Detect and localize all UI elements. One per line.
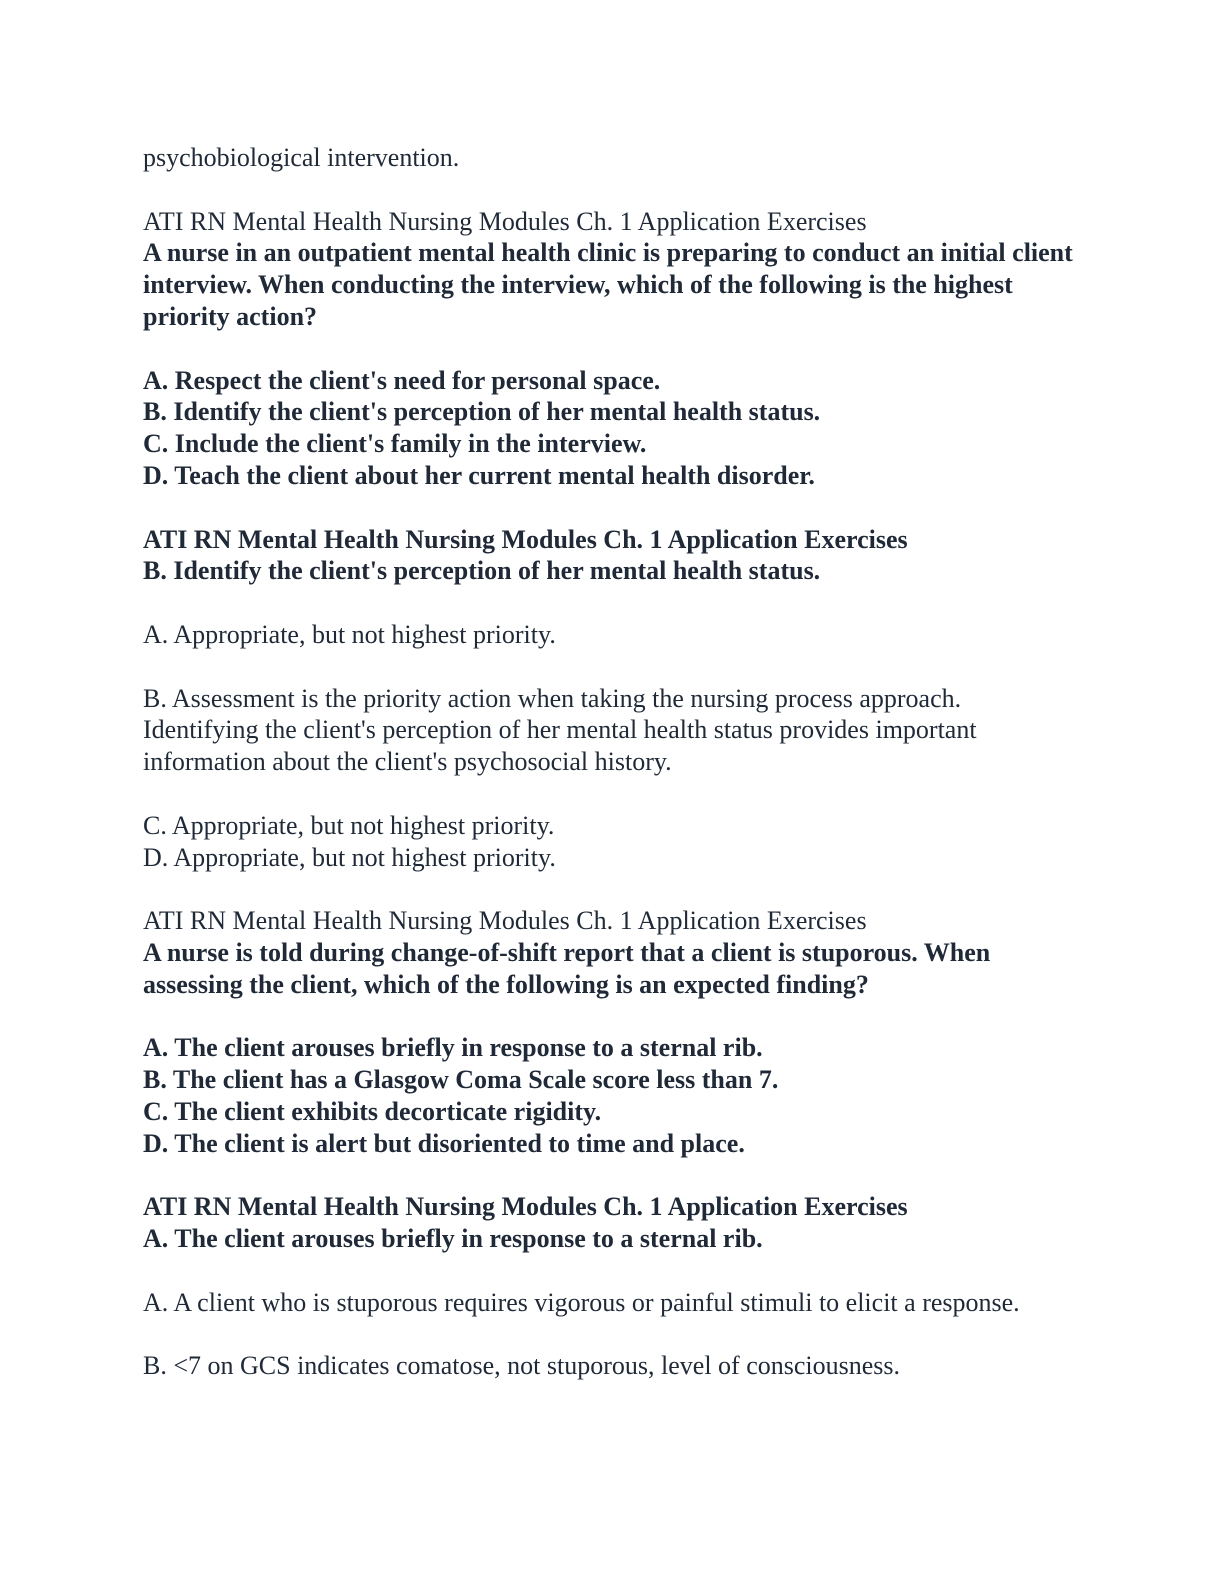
q1-option-d: D. Teach the client about her current mental health disorder. — [143, 460, 815, 490]
intro-line: psychobiological intervention. — [143, 143, 460, 172]
q2-answer-source: ATI RN Mental Health Nursing Modules Ch. 1 Application Exercises — [143, 1192, 908, 1222]
document-page — [143, 142, 1083, 1382]
q2-rationale-b: B. <7 on GCS indicates comatose, not stuporous, level of consciousness. — [143, 1351, 901, 1381]
q2-option-c: C. The client exhibits decorticate rigidity. — [143, 1096, 602, 1126]
spacer — [143, 1255, 1083, 1287]
q2-rationale-a: A. A client who is stuporous requires vigorous or painful stimuli to elicit a response. — [143, 1287, 1020, 1317]
spacer — [143, 492, 1083, 524]
q1-source: ATI RN Mental Health Nursing Modules Ch. 1 Application Exercises — [143, 206, 867, 236]
q2-question: A nurse is told during change-of-shift report that a client is stuporous. When assessing the client, which of the following is an expected finding? — [143, 937, 991, 999]
q2-option-b: B. The client has a Glasgow Coma Scale score less than 7. — [143, 1065, 779, 1095]
spacer — [143, 778, 1083, 810]
q1-answer: B. Identify the client's perception of her mental health status. — [143, 556, 821, 586]
q1-question: A nurse in an outpatient mental health clinic is preparing to conduct an initial client interview. When conducting the interview, which of the following is the highest priority action? — [143, 238, 1073, 331]
q1-rationale-a: A. Appropriate, but not highest priority. — [143, 619, 556, 649]
spacer — [143, 587, 1083, 619]
q1-option-c: C. Include the client's family in the interview. — [143, 429, 647, 459]
q2-option-d: D. The client is alert but disoriented to time and place. — [143, 1128, 745, 1158]
q1-option-b: B. Identify the client's perception of her mental health status. — [143, 397, 821, 427]
spacer — [143, 1160, 1083, 1192]
q1-rationale-d: D. Appropriate, but not highest priority. — [143, 842, 556, 872]
spacer — [143, 1001, 1083, 1033]
spacer — [143, 174, 1083, 206]
q1-option-a: A. Respect the client's need for personal space. — [143, 365, 661, 395]
q2-answer: A. The client arouses briefly in response to a sternal rib. — [143, 1224, 763, 1254]
spacer — [143, 333, 1083, 365]
q2-option-a: A. The client arouses briefly in response to a sternal rib. — [143, 1033, 763, 1063]
spacer — [143, 1318, 1083, 1350]
q1-answer-source: ATI RN Mental Health Nursing Modules Ch. 1 Application Exercises — [143, 524, 908, 554]
q1-rationale-c: C. Appropriate, but not highest priority. — [143, 810, 555, 840]
q1-rationale-b: B. Assessment is the priority action when taking the nursing process approach. Identifying the client's perception of her mental health status provides important information about the client's psychosocial history. — [143, 683, 977, 777]
q2-source: ATI RN Mental Health Nursing Modules Ch. 1 Application Exercises — [143, 906, 867, 936]
spacer — [143, 651, 1083, 683]
spacer — [143, 873, 1083, 905]
